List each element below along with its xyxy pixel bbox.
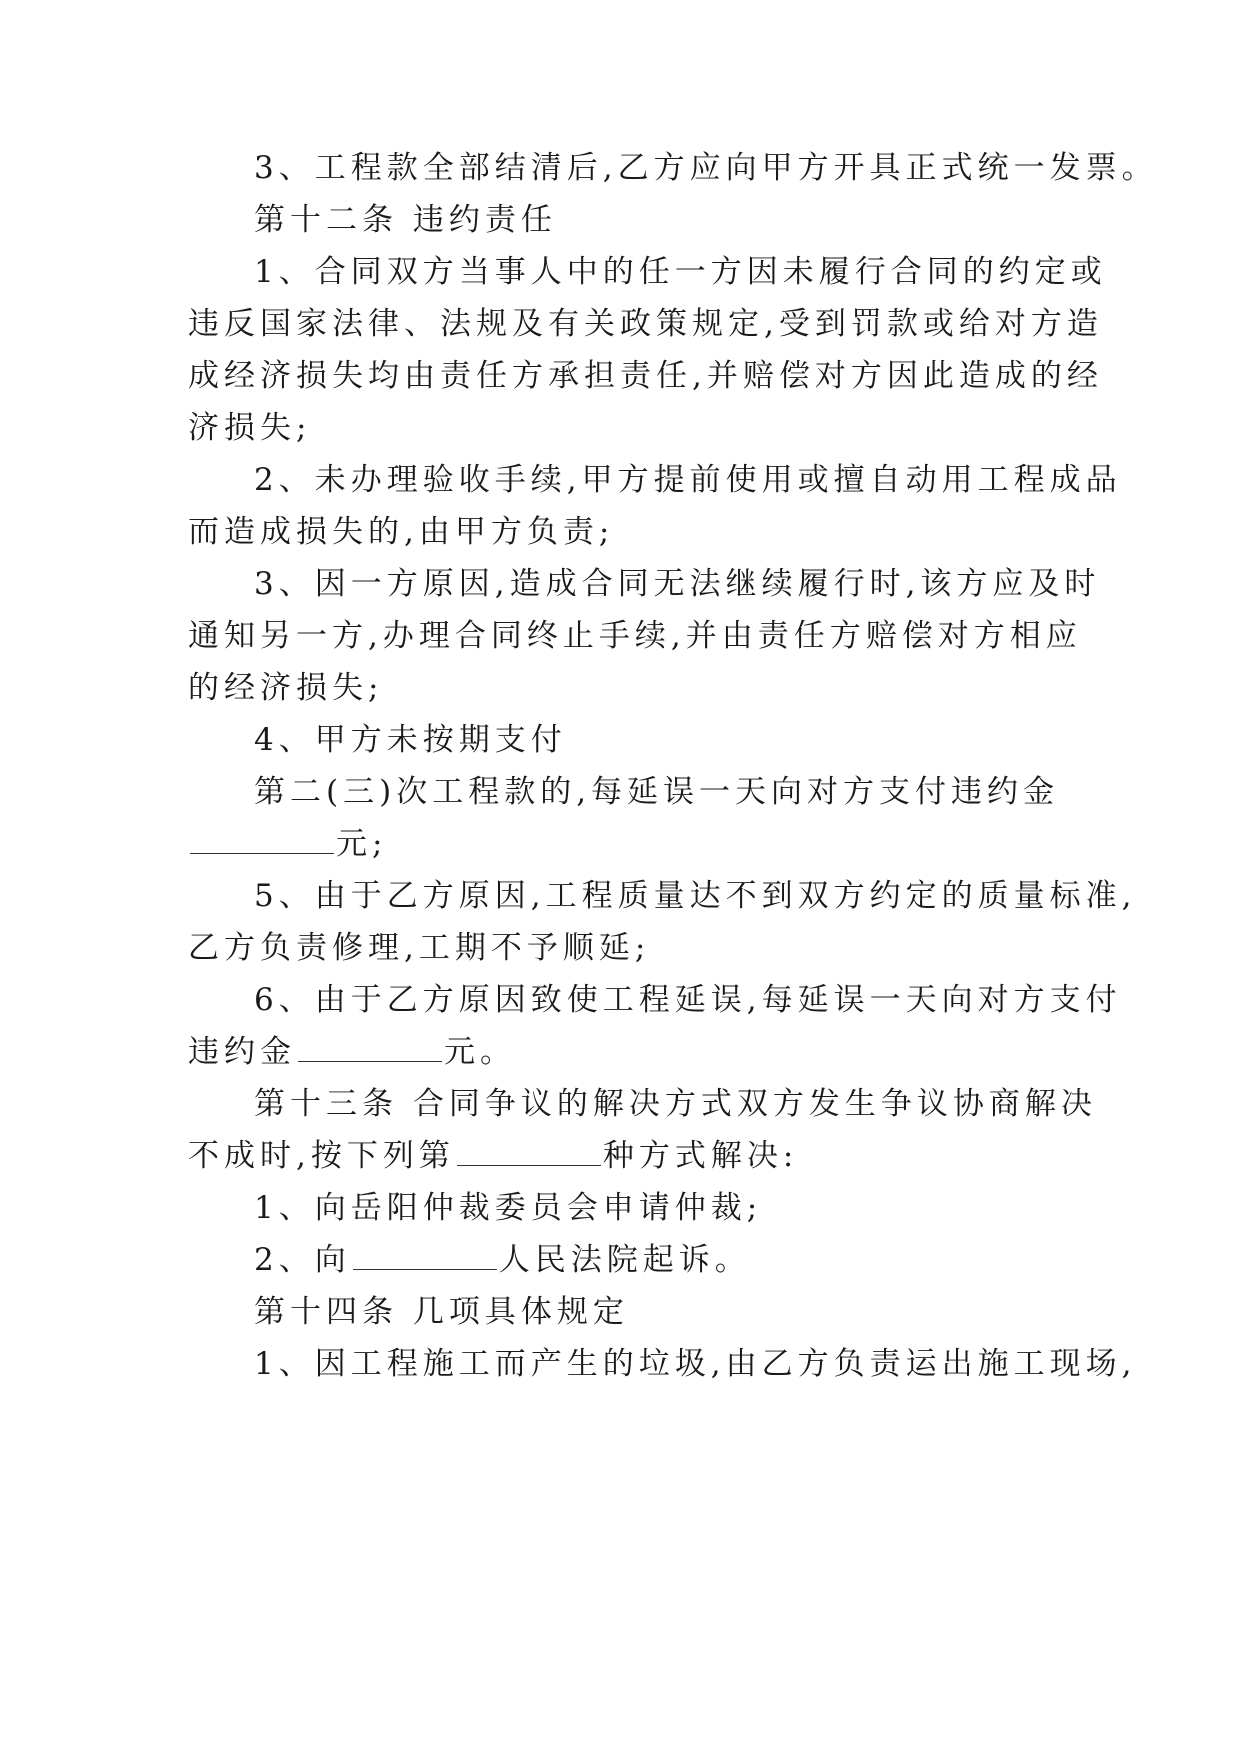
text-fragment: 人民法院起诉。 bbox=[498, 1242, 751, 1278]
text-line: 而造成损失的,由甲方负责; bbox=[188, 514, 615, 550]
text-line bbox=[188, 1136, 798, 1176]
text-line bbox=[254, 1240, 751, 1280]
text-fragment: 种方式解决: bbox=[602, 1138, 799, 1174]
text-fragment: 元; bbox=[336, 826, 388, 862]
text-line: 1、向岳阳仲裁委员会申请仲裁; bbox=[254, 1190, 763, 1226]
text-fragment: 元。 bbox=[444, 1034, 516, 1070]
text-fragment: 2、向 bbox=[254, 1242, 351, 1278]
text-line bbox=[188, 1032, 516, 1072]
text-line: 3、因一方原因,造成合同无法继续履行时,该方应及时 bbox=[254, 566, 1101, 602]
text-line: 第二(三)次工程款的,每延误一天向对方支付违约金 bbox=[254, 774, 1060, 810]
fill-in-blank bbox=[457, 1164, 601, 1166]
text-line: 乙方负责修理,工期不予顺延; bbox=[188, 930, 651, 966]
fill-in-blank bbox=[190, 852, 334, 854]
text-line: 4、甲方未按期支付 bbox=[254, 722, 567, 758]
text-line: 通知另一方,办理合同终止手续,并由责任方赔偿对方相应 bbox=[188, 618, 1082, 654]
text-fragment: 违约金 bbox=[188, 1034, 296, 1070]
text-fragment: 不成时,按下列第 bbox=[188, 1138, 455, 1174]
heading-article-14: 第十四条 几项具体规定 bbox=[254, 1294, 629, 1330]
text-line: 5、由于乙方原因,工程质量达不到双方约定的质量标准, bbox=[254, 878, 1137, 914]
fill-in-blank bbox=[353, 1268, 497, 1270]
text-line: 成经济损失均由责任方承担责任,并赔偿对方因此造成的经 bbox=[188, 358, 1103, 394]
text-line: 1、因工程施工而产生的垃圾,由乙方负责运出施工现场, bbox=[254, 1346, 1137, 1382]
text-line: 济损失; bbox=[188, 410, 312, 446]
heading-article-12: 第十二条 违约责任 bbox=[254, 202, 557, 238]
text-line: 违反国家法律、法规及有关政策规定,受到罚款或给对方造 bbox=[188, 306, 1103, 342]
text-line: 的经济损失; bbox=[188, 670, 384, 706]
heading-article-13: 第十三条 合同争议的解决方式双方发生争议协商解决 bbox=[254, 1086, 1097, 1122]
text-line bbox=[188, 824, 387, 864]
text-line: 2、未办理验收手续,甲方提前使用或擅自动用工程成品 bbox=[254, 462, 1122, 498]
text-line: 1、合同双方当事人中的任一方因未履行合同的约定或 bbox=[254, 254, 1107, 290]
paragraph-invoice: 3、工程款全部结清后,乙方应向甲方开具正式统一发票。 bbox=[254, 150, 1158, 186]
text-line: 6、由于乙方原因致使工程延误,每延误一天向对方支付 bbox=[254, 982, 1122, 1018]
fill-in-blank bbox=[298, 1060, 442, 1062]
